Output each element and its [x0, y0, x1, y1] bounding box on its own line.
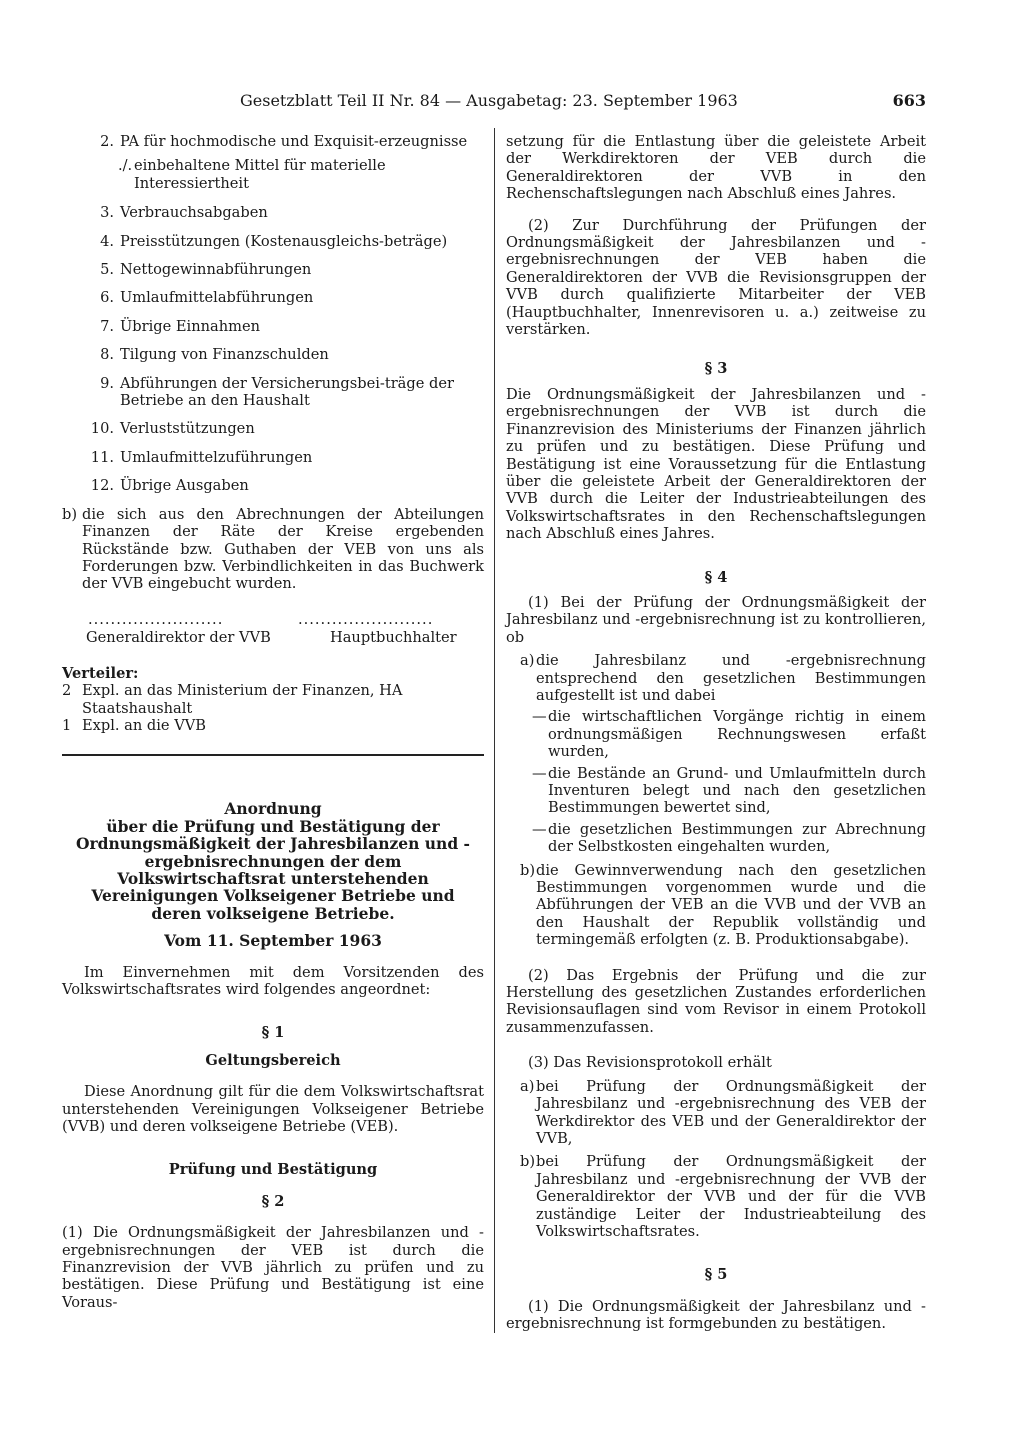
section-5-heading: § 5: [704, 1266, 728, 1284]
page-header: [240, 90, 926, 112]
item-label: b): [520, 1153, 536, 1171]
protocol-recipient-a: [506, 1078, 926, 1148]
list-item: [62, 449, 484, 466]
dash-text: die gesetzlichen Bestimmungen zur Abrechnung der Selbstkosten eingehalten wurden,: [548, 820, 926, 856]
item-text: Umlaufmittelabführungen: [120, 289, 314, 307]
section-1-title: Geltungsbereich: [205, 1051, 341, 1069]
dash-mark: —: [532, 708, 547, 726]
list-item: [62, 204, 484, 221]
item-number: 11.: [90, 448, 114, 466]
item-label: b): [520, 861, 536, 879]
list-item: [62, 289, 484, 306]
item-number: 3.: [100, 204, 114, 222]
subnote-mark: ./.: [118, 157, 133, 175]
item-text: die Gewinnverwendung nach den gesetzlichen Bestimmungen vorgenommen wurde und die Abführungen der VEB an die VVB und der VVB an den Haushalt der Republik vollständig und termingemäß erfolgten (z. B. Produktionsabgabe).: [536, 861, 926, 949]
section-3-heading: § 3: [704, 360, 728, 378]
item-label: a): [520, 1077, 535, 1095]
dash-item: [506, 708, 926, 760]
list-item: [62, 133, 484, 150]
list-item: [62, 420, 484, 437]
paragraph-b: [62, 506, 484, 593]
section-4-item-b: [506, 862, 926, 949]
copies-count: 1: [62, 716, 72, 734]
item-text: bei Prüfung der Ordnungsmäßigkeit der Jahresbilanz und -ergebnisrechnung des VEB der Werkdirektor des VEB und der Generaldirektor der VVB,: [536, 1077, 926, 1147]
left-column: [62, 133, 484, 1311]
item-text: PA für hochmodische und Exquisit-erzeugnisse: [120, 133, 468, 150]
list-item: [62, 318, 484, 335]
section-4-item-a: [506, 652, 926, 704]
dash-mark: —: [532, 764, 547, 782]
item-number: 12.: [90, 477, 114, 495]
item-text: Verluststützungen: [120, 420, 255, 438]
decree-title: Anordnung: [224, 799, 322, 819]
paragraph-label: b): [62, 505, 78, 523]
item-text: Tilgung von Finanzschulden: [120, 346, 329, 364]
right-column: [506, 133, 926, 1333]
item-text: Verbrauchsabgaben: [120, 204, 268, 222]
item-text: Übrige Ausgaben: [120, 477, 249, 495]
section-2-paragraph-1: (1) Die Ordnungsmäßigkeit der Jahresbilanzen und -ergebnisrechnungen der VEB ist durch die Finanzrevision der VVB jährlich zu prüfen und zu bestätigen. Diese Prüfung und Bestätigung ist eine Voraus-: [62, 1224, 484, 1311]
distribution-item: [62, 682, 484, 717]
copies-count: 2: [62, 682, 72, 700]
distribution-text: Expl. an die VVB: [82, 716, 206, 734]
item-number: 5.: [100, 261, 114, 279]
list-item: [62, 233, 484, 250]
dash-text: die wirtschaftlichen Vorgänge richtig in einem ordnungsmäßigen Rechnungswesen erfaßt wurden,: [548, 708, 926, 761]
dash-item: [506, 765, 926, 817]
signature-hauptbuchhalter: Hauptbuchhalter: [330, 628, 457, 646]
section-4-heading: § 4: [704, 568, 728, 586]
section-2-continuation: setzung für die Entlastung über die geleistete Arbeit der Werkdirektoren der VEB durch die Generaldirektoren der VVB in den Rechenschaftslegungen nach Abschluß eines Jahres.: [506, 133, 926, 203]
dash-text: die Bestände an Grund- und Umlaufmitteln durch Inventuren belegt und nach den gesetzlichen Bestimmungen bewertet sind,: [548, 764, 926, 817]
list-item: [62, 261, 484, 278]
section-5-text: (1) Die Ordnungsmäßigkeit der Jahresbilanz und -ergebnisrechnung ist formgebunden zu bestätigen.: [506, 1297, 926, 1333]
subnote-text: einbehaltene Mittel für materielle Interessiertheit: [134, 157, 386, 192]
item-number: 6.: [100, 289, 114, 307]
page-number: 663: [892, 91, 926, 110]
section-2-heading: § 2: [261, 1192, 285, 1210]
distribution-text: Expl. an das Ministerium der Finanzen, HA Staatshaushalt: [82, 682, 403, 717]
preamble: Im Einvernehmen mit dem Vorsitzenden des Volkswirtschaftsrates wird folgendes angeordnet:: [62, 963, 484, 998]
item-number: 7.: [100, 317, 114, 335]
section-3-text: Die Ordnungsmäßigkeit der Jahresbilanzen und -ergebnisrechnungen der VVB ist durch die Finanzrevision des Ministeriums der Finanzen jährlich zu prüfen und zu bestätigen. Diese Prüfung und Bestätigung ist eine Voraussetzung für die Entlastung über die geleistete Arbeit der Generaldirektoren der VVB durch die Leiter der Industrieabteilungen des Volkswirtschaftsrates in den Rechenschaftslegungen nach Abschluß eines Jahres.: [506, 385, 926, 543]
header-title: Gesetzblatt Teil II Nr. 84 — Ausgabetag: 23. September 1963: [240, 91, 738, 110]
column-divider: [494, 128, 495, 1333]
decree-subtitle: über die Prüfung und Bestätigung der Ordnungsmäßigkeit der Jahresbilanzen und -ergebnisrechnungen der dem Volkswirtschaftsrat unterstehenden Vereinigungen Volkseigener Betriebe und deren volkseigene Betriebe.: [76, 816, 470, 923]
list-item: [62, 346, 484, 363]
chapter-title: Prüfung und Bestätigung: [168, 1161, 378, 1179]
item-text: bei Prüfung der Ordnungsmäßigkeit der Jahresbilanz und -ergebnisrechnung der VVB der Generaldirektor der VVB und der für die VVB zuständige Leiter der Industrieabteilung des Volkswirtschaftsrates.: [536, 1153, 926, 1240]
paragraph-text: die sich aus den Abrechnungen der Abteilungen Finanzen der Räte der Kreise ergebenden Rückstände bzw. Guthaben der VEB von uns als Forderungen bzw. Verbindlichkeiten in das Buchwerk der VVB eingebucht wurden.: [82, 505, 484, 593]
item-text: Nettogewinnabführungen: [120, 261, 312, 279]
protocol-recipient-b: [506, 1153, 926, 1240]
dash-item: [506, 821, 926, 856]
item-text: Übrige Einnahmen: [120, 317, 260, 335]
item-text: Preisstützungen (Kostenausgleichs-beträge): [120, 232, 448, 250]
dash-mark: —: [532, 820, 547, 838]
distribution-item: [62, 717, 484, 734]
signature-generaldirektor: Generaldirektor der VVB: [86, 628, 271, 646]
section-4-paragraph-3: (3) Das Revisionsprotokoll erhält: [528, 1054, 772, 1072]
section-1-text: Diese Anordnung gilt für die dem Volkswirtschaftsrat unterstehenden Vereinigungen Volkseigener Betriebe (VVB) und deren volkseigene Betriebe (VEB).: [62, 1083, 484, 1136]
item-label: a): [520, 652, 535, 670]
signature-line: ........................: [298, 610, 434, 628]
verteiler-label: Verteiler:: [62, 664, 139, 682]
subnote: [62, 157, 484, 192]
item-number: 4.: [100, 232, 114, 250]
section-2-paragraph-2: (2) Zur Durchführung der Prüfungen der Ordnungsmäßigkeit der Jahresbilanzen und -ergebnisrechnungen der VEB haben die Generaldirektoren der VVB die Revisionsgruppen der VVB durch qualifizierte Mitarbeiter der VEB (Hauptbuchhalter, Innenrevisoren u. a.) zeitweise zu verstärken.: [506, 216, 926, 339]
section-4-paragraph-2: (2) Das Ergebnis der Prüfung und die zur Herstellung des gesetzlichen Zustandes erforderlichen Revisionsauflagen sind vom Revisor in einem Protokoll zusammenzufassen.: [506, 966, 926, 1036]
section-4-paragraph-1: (1) Bei der Prüfung der Ordnungsmäßigkeit der Jahresbilanz und -ergebnisrechnung ist zu kontrollieren, ob: [506, 593, 926, 646]
decree-date: Vom 11. September 1963: [164, 931, 382, 951]
section-1-heading: § 1: [261, 1024, 285, 1042]
item-text: Abführungen der Versicherungsbei-träge der Betriebe an den Haushalt: [120, 374, 454, 410]
item-number: 10.: [90, 420, 114, 438]
section-rule: [62, 754, 484, 756]
item-number: 9.: [100, 374, 114, 392]
item-text: Umlaufmittelzuführungen: [120, 448, 313, 466]
signature-line: ........................: [88, 610, 224, 628]
item-number: 8.: [100, 346, 114, 364]
signature-block: [62, 611, 484, 651]
list-item: [62, 477, 484, 494]
item-number: 2.: [100, 133, 114, 150]
item-text: die Jahresbilanz und -ergebnisrechnung entsprechend den gesetzlichen Bestimmungen aufgestellt ist und dabei: [536, 652, 926, 704]
list-item: [62, 375, 484, 410]
